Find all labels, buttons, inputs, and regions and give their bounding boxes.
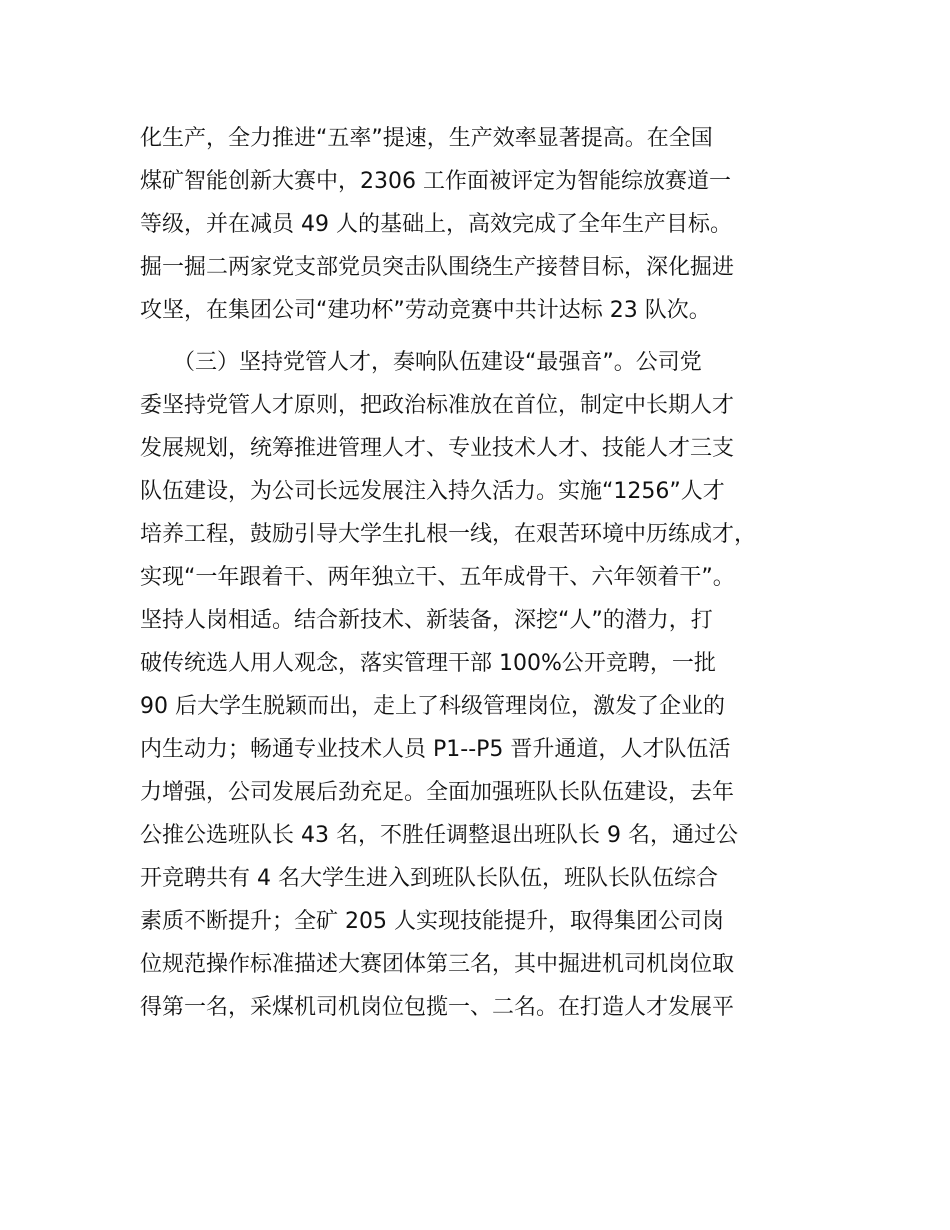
text-line: （三）坚持党管人才，奏响队伍建设“最强音”。公司党	[140, 350, 702, 375]
text-line: 力增强，公司发展后劲充足。全面加强班队长队伍建设，去年	[140, 780, 735, 805]
text-line: 公推公选班队长 43 名，不胜任调整退出班队长 9 名，通过公	[140, 823, 738, 848]
text-line: 素质不断提升；全矿 205 人实现技能提升，取得集团公司岗	[140, 909, 724, 934]
text-line: 位规范操作标准描述大赛团体第三名，其中掘进机司机岗位取	[140, 952, 735, 977]
text-line: 破传统选人用人观念，落实管理干部 100%公开竞聘，一批	[140, 651, 716, 676]
text-line: 培养工程，鼓励引导大学生扎根一线，在艰苦环境中历练成才，	[140, 522, 757, 547]
text-line: 攻坚，在集团公司“建功杯”劳动竞赛中共计达标 23 队次。	[140, 298, 711, 323]
text-line: 煤矿智能创新大赛中，2306 工作面被评定为智能综放赛道一	[140, 169, 731, 194]
text-line: 委坚持党管人才原则，把政治标准放在首位，制定中长期人才	[140, 393, 735, 418]
text-line: 化生产，全力推进“五率”提速，生产效率显著提高。在全国	[140, 126, 713, 151]
text-line: 队伍建设，为公司长远发展注入持久活力。实施“1256”人才	[140, 479, 725, 504]
text-line: 90 后大学生脱颖而出，走上了科级管理岗位，激发了企业的	[140, 694, 725, 719]
paragraph-talent-management	[140, 341, 840, 1029]
text-line: 掘一掘二两家党支部党员突击队围绕生产接替目标，深化掘进	[140, 255, 735, 280]
paragraph-production-efficiency	[140, 117, 840, 332]
text-line: 坚持人岗相适。结合新技术、新装备，深挖“人”的潜力，打	[140, 608, 713, 633]
text-line: 发展规划，统筹推进管理人才、专业技术人才、技能人才三支	[140, 436, 735, 461]
text-line: 开竞聘共有 4 名大学生进入到班队长队伍，班队长队伍综合	[140, 866, 718, 891]
text-line: 实现“一年跟着干、两年独立干、五年成骨干、六年领着干”。	[140, 565, 735, 590]
text-line: 内生动力；畅通专业技术人员 P1--P5 晋升通道，人才队伍活	[140, 737, 731, 762]
text-line: 等级，并在减员 49 人的基础上，高效完成了全年生产目标。	[140, 212, 732, 237]
text-line: 得第一名，采煤机司机岗位包揽一、二名。在打造人才发展平	[140, 995, 735, 1020]
